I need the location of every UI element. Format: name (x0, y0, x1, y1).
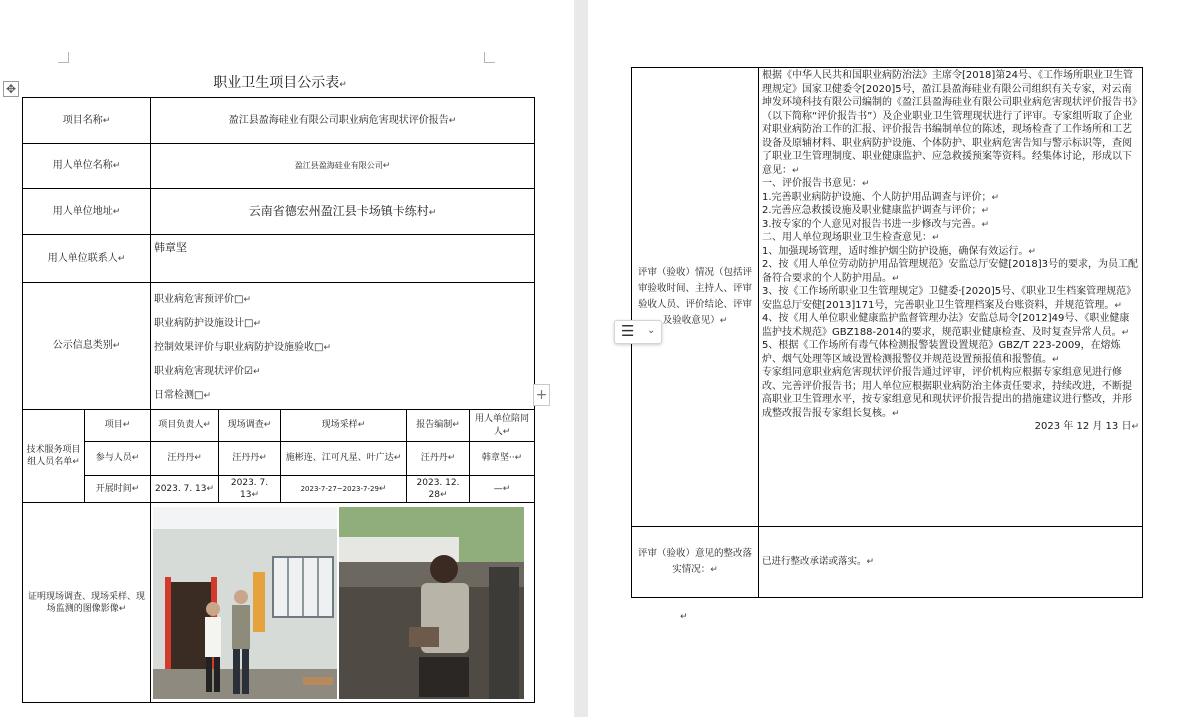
review-date: 2023 年 12 月 13 日↵ (1034, 421, 1139, 432)
row-tech-dates (23, 476, 535, 503)
value-employer-address[interactable]: 云南省德宏州盈江县卡场镇卡练村↵ (151, 189, 535, 235)
label-employer-name: 用人单位名称↵ (23, 144, 151, 189)
label-photos: 证明现场调查、现场采样、现场监测的图像影像↵ (23, 503, 151, 703)
category-option-pre-eval[interactable]: 职业病危害预评价□↵ (154, 294, 252, 305)
value-project-name[interactable]: 盈江县盈海硅业有限公司职业病危害现状评价报告↵ (151, 98, 535, 144)
participant-survey[interactable]: 汪丹丹↵ (219, 442, 281, 476)
label-category: 公示信息类别↵ (23, 283, 151, 410)
review-conclusion: 专家组同意职业病危害现状评价报告通过评审，评价机构应根据专家组意见进行修改、完善评价报告书；用人单位应根据职业病防治主体责任要求，持续改进，不断提高职业卫生管理水平，按专家组意见和现状评价报告提出的措施建议进行整改，并形成整改报告报专家组长复核。↵ (762, 367, 1132, 419)
photos-cell (151, 503, 535, 703)
row-tech-headers (23, 410, 535, 442)
document-title: 职业卫生项目公示表↵ (213, 75, 347, 91)
header-item: 项目↵ (85, 410, 151, 442)
participant-sampling[interactable]: 施彬连、江可凡星、叶广达↵ (281, 442, 407, 476)
chevron-down-icon[interactable]: ⌄ (647, 325, 656, 336)
row-rectification (632, 527, 1143, 598)
paragraph-mark: ↵ (680, 612, 688, 622)
date-survey[interactable]: 2023. 7. 13↵ (219, 476, 281, 503)
site-photo-survey[interactable] (153, 507, 337, 699)
date-leader[interactable]: 2023. 7. 13↵ (151, 476, 219, 503)
dates-label: 开展时间↵ (85, 476, 151, 503)
date-sampling[interactable]: 2023-7-27~2023-7-29↵ (281, 476, 407, 503)
header-escort: 用人单位陪同人↵ (470, 410, 535, 442)
review-section2-item: 5、根据《工作场所有毒气体检测报警装置设置规范》GBZ/T 223-2009，在熔炼炉、烟气处理等区域设置检测报警仪并规范设置预报值和报警值。↵ (762, 340, 1121, 365)
review-section1-item: 1.完善职业病防护设施、个人防护用品调查与评价；↵ (762, 191, 1000, 203)
row-tech-participants (23, 442, 535, 476)
header-leader: 项目负责人↵ (151, 410, 219, 442)
value-employer-contact[interactable]: 韩章坚 (151, 235, 535, 283)
review-intro: 根据《中华人民共和国职业病防治法》主席令[2018]第24号、《工作场所职业卫生管理规定》国家卫健委令[2020]5号，盈江县盈海硅业有限公司组织有关专家，对云南坤发环境科技有限公司编制的《盈江县盈海硅业有限公司职业病危害现状评价报告书》（以下简称“评价报告书”）及企业职业卫生管理现状进行了评审。专家组听取了企业对职业病防治工作的汇报、评价报告书编制单位的陈述，现场检查了工作场所和工艺设备及原辅材料、职业病防护设施、个体防护、职业病危害告知与警示标识等，查阅了职业卫生管理制度、职业健康监护、应急救援预案等资料。经集体讨论，形成以下意见：↵ (762, 70, 1137, 176)
review-section2-item: 2、按《用人单位劳动防护用品管理规范》安监总厅安健[2018]3号的要求，为员工配备符合要求的个人防护用品。↵ (762, 259, 1138, 284)
page-gutter (574, 0, 588, 717)
category-option-design[interactable]: 职业病防护设施设计□↵ (154, 318, 262, 329)
date-report[interactable]: 2023. 12. 28↵ (407, 476, 470, 503)
row-project-name (23, 98, 535, 144)
review-table (631, 67, 1143, 598)
date-escort[interactable]: —↵ (470, 476, 535, 503)
document-page-right (588, 0, 1185, 717)
label-project-name: 项目名称↵ (23, 98, 151, 144)
category-option-status-eval[interactable]: 职业病危害现状评价☑↵ (154, 366, 261, 377)
value-employer-name[interactable]: 盈江县盈海硅业有限公司↵ (151, 144, 535, 189)
floating-toolbar[interactable] (614, 320, 662, 344)
review-section1-title: 一、评价报告书意见：↵ (762, 178, 870, 189)
row-review (632, 68, 1143, 527)
label-review: 评审（验收）情况（包括评审验收时间、主持人、评审验收人员、评价结论、评审及验收意见）↵ (632, 68, 759, 527)
review-section1-item: 3.按专家的个人意见对报告书进一步修改与完善。↵ (762, 218, 990, 230)
plus-icon[interactable]: + (533, 384, 550, 406)
document-page-left (0, 0, 574, 717)
label-employer-address: 用人单位地址↵ (23, 189, 151, 235)
review-section2-item: 1、加强现场管理，适时维护烟尘防护设施，确保有效运行。↵ (762, 245, 1036, 257)
value-category-options (151, 283, 535, 410)
value-rectification[interactable]: 已进行整改承诺或落实。↵ (759, 527, 1143, 598)
crop-mark-top-right (484, 52, 495, 63)
row-employer-address (23, 189, 535, 235)
header-report: 报告编制↵ (407, 410, 470, 442)
crop-mark-top-left (58, 52, 69, 63)
category-option-daily-check[interactable]: 日常检测□↵ (154, 390, 212, 401)
row-employer-name (23, 144, 535, 189)
review-section1-item: 2.完善应急救援设施及职业健康监护调查与评价；↵ (762, 205, 990, 216)
category-option-acceptance[interactable]: 控制效果评价与职业病防护设施验收□↵ (154, 342, 332, 353)
project-table (22, 97, 535, 703)
row-photos (23, 503, 535, 703)
review-section2-title: 二、用人单位现场职业卫生检查意见：↵ (762, 232, 940, 243)
site-photo-sampling[interactable] (339, 507, 524, 699)
move-icon[interactable]: ✥ (3, 81, 19, 97)
participants-label: 参与人员↵ (85, 442, 151, 476)
label-tech-service: 技术服务项目组人员名单↵ (23, 410, 85, 503)
header-survey: 现场调查↵ (219, 410, 281, 442)
participant-report[interactable]: 汪丹丹↵ (407, 442, 470, 476)
label-employer-contact: 用人单位联系人↵ (23, 235, 151, 283)
participant-escort[interactable]: 韩章坚··↵ (470, 442, 535, 476)
participant-leader[interactable]: 汪丹丹↵ (151, 442, 219, 476)
review-section2-item: 3、按《工作场所职业卫生管理规定》卫健委·[2020]5号、《职业卫生档案管理规范》安监总厅安健[2013]171号，完善职业卫生管理档案及台账资料，并规范管理。↵ (762, 286, 1137, 311)
label-rectification: 评审（验收）意见的整改落实情况：↵ (632, 527, 759, 598)
review-section2-item: 4、按《用人单位职业健康监护监督管理办法》安监总局令[2012]49号、《职业健康监护技术规范》GBZ188-2014的要求，规范职业健康检查、及时复查异常人员。↵ (762, 313, 1130, 338)
row-employer-contact (23, 235, 535, 283)
review-content[interactable] (759, 68, 1143, 527)
row-category (23, 283, 535, 410)
header-sampling: 现场采样↵ (281, 410, 407, 442)
document-list-icon[interactable]: ☰ (621, 322, 635, 340)
